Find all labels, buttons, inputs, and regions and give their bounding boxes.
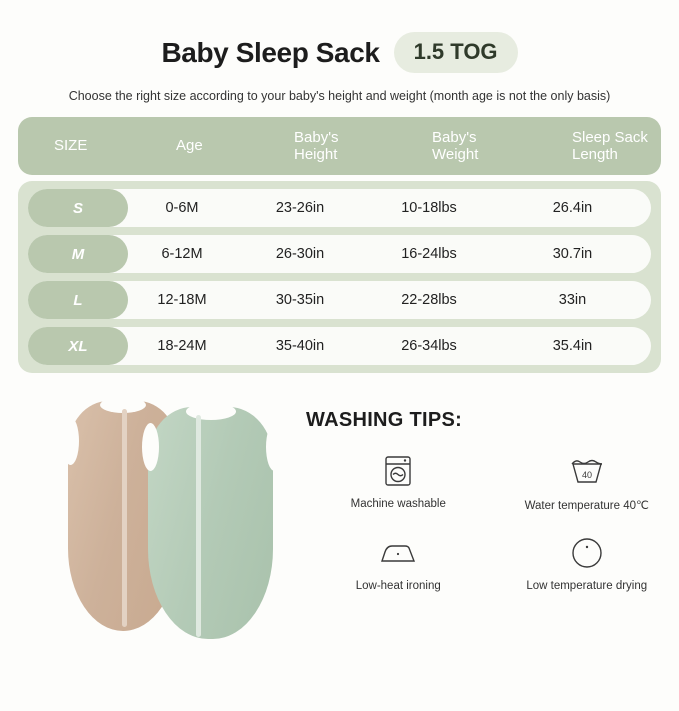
tog-badge: 1.5 TOG	[394, 32, 518, 73]
sleep-sack-green	[148, 407, 273, 639]
page-header	[0, 32, 679, 73]
size-pill: L	[28, 281, 128, 319]
washing-tips	[300, 391, 679, 653]
sleep-sack-green-neck	[186, 403, 236, 420]
table-row	[28, 235, 651, 273]
column-header-height: Baby's Height	[288, 129, 426, 164]
cell-age: 18-24M	[128, 338, 236, 354]
washing-machine-icon	[381, 450, 415, 492]
tip-label: Water temperature 40℃	[525, 498, 649, 512]
cell-length: 26.4in	[494, 200, 651, 216]
size-pill: M	[28, 235, 128, 273]
sleep-sack-beige-armhole-left	[62, 417, 79, 465]
size-pill: S	[28, 189, 128, 227]
cell-age: 0-6M	[128, 200, 236, 216]
water-temp-value: 40	[582, 470, 592, 480]
page-title: Baby Sleep Sack	[161, 37, 379, 69]
column-header-weight: Baby's Weight	[426, 129, 566, 164]
table-row	[28, 281, 651, 319]
tip-water-temperature	[495, 450, 679, 512]
cell-height: 30-35in	[236, 292, 364, 308]
cell-weight: 26-34lbs	[364, 338, 494, 354]
size-chart-body	[18, 181, 661, 373]
size-chart-header-row	[18, 117, 661, 175]
cell-height: 35-40in	[236, 338, 364, 354]
tip-label: Machine washable	[351, 498, 446, 510]
water-temperature-icon	[567, 450, 607, 492]
washing-tips-grid	[306, 450, 679, 592]
cell-length: 33in	[494, 292, 651, 308]
washing-tips-title: WASHING TIPS:	[306, 409, 679, 432]
cell-height: 23-26in	[236, 200, 364, 216]
bottom-section	[0, 391, 679, 653]
cell-weight: 16-24lbs	[364, 246, 494, 262]
tip-machine-washable	[306, 450, 491, 512]
cell-weight: 22-28lbs	[364, 292, 494, 308]
tip-label: Low temperature drying	[526, 580, 647, 592]
cell-length: 30.7in	[494, 246, 651, 262]
cell-height: 26-30in	[236, 246, 364, 262]
column-header-age: Age	[158, 137, 288, 154]
table-row	[28, 327, 651, 365]
table-row	[28, 189, 651, 227]
cell-age: 12-18M	[128, 292, 236, 308]
sleep-sack-green-armhole-right	[266, 423, 283, 471]
cell-length: 35.4in	[494, 338, 651, 354]
size-chart	[18, 117, 661, 373]
cell-weight: 10-18lbs	[364, 200, 494, 216]
product-images	[0, 391, 300, 653]
page-subtitle: Choose the right size according to your baby's height and weight (month age is not the only basis)	[0, 89, 679, 103]
column-header-length: Sleep Sack Length	[566, 129, 661, 164]
tip-label: Low-heat ironing	[356, 580, 441, 592]
size-pill: XL	[28, 327, 128, 365]
cell-age: 6-12M	[128, 246, 236, 262]
sleep-sack-green-zipper	[196, 415, 201, 637]
sleep-sack-green-armhole-left	[142, 423, 159, 471]
column-header-size: SIZE	[18, 137, 158, 154]
tumble-dry-icon	[569, 532, 605, 574]
sleep-sack-beige-zipper	[122, 409, 127, 627]
iron-icon	[378, 532, 418, 574]
tip-low-heat-ironing	[306, 532, 491, 592]
tip-low-temperature-drying	[495, 532, 679, 592]
